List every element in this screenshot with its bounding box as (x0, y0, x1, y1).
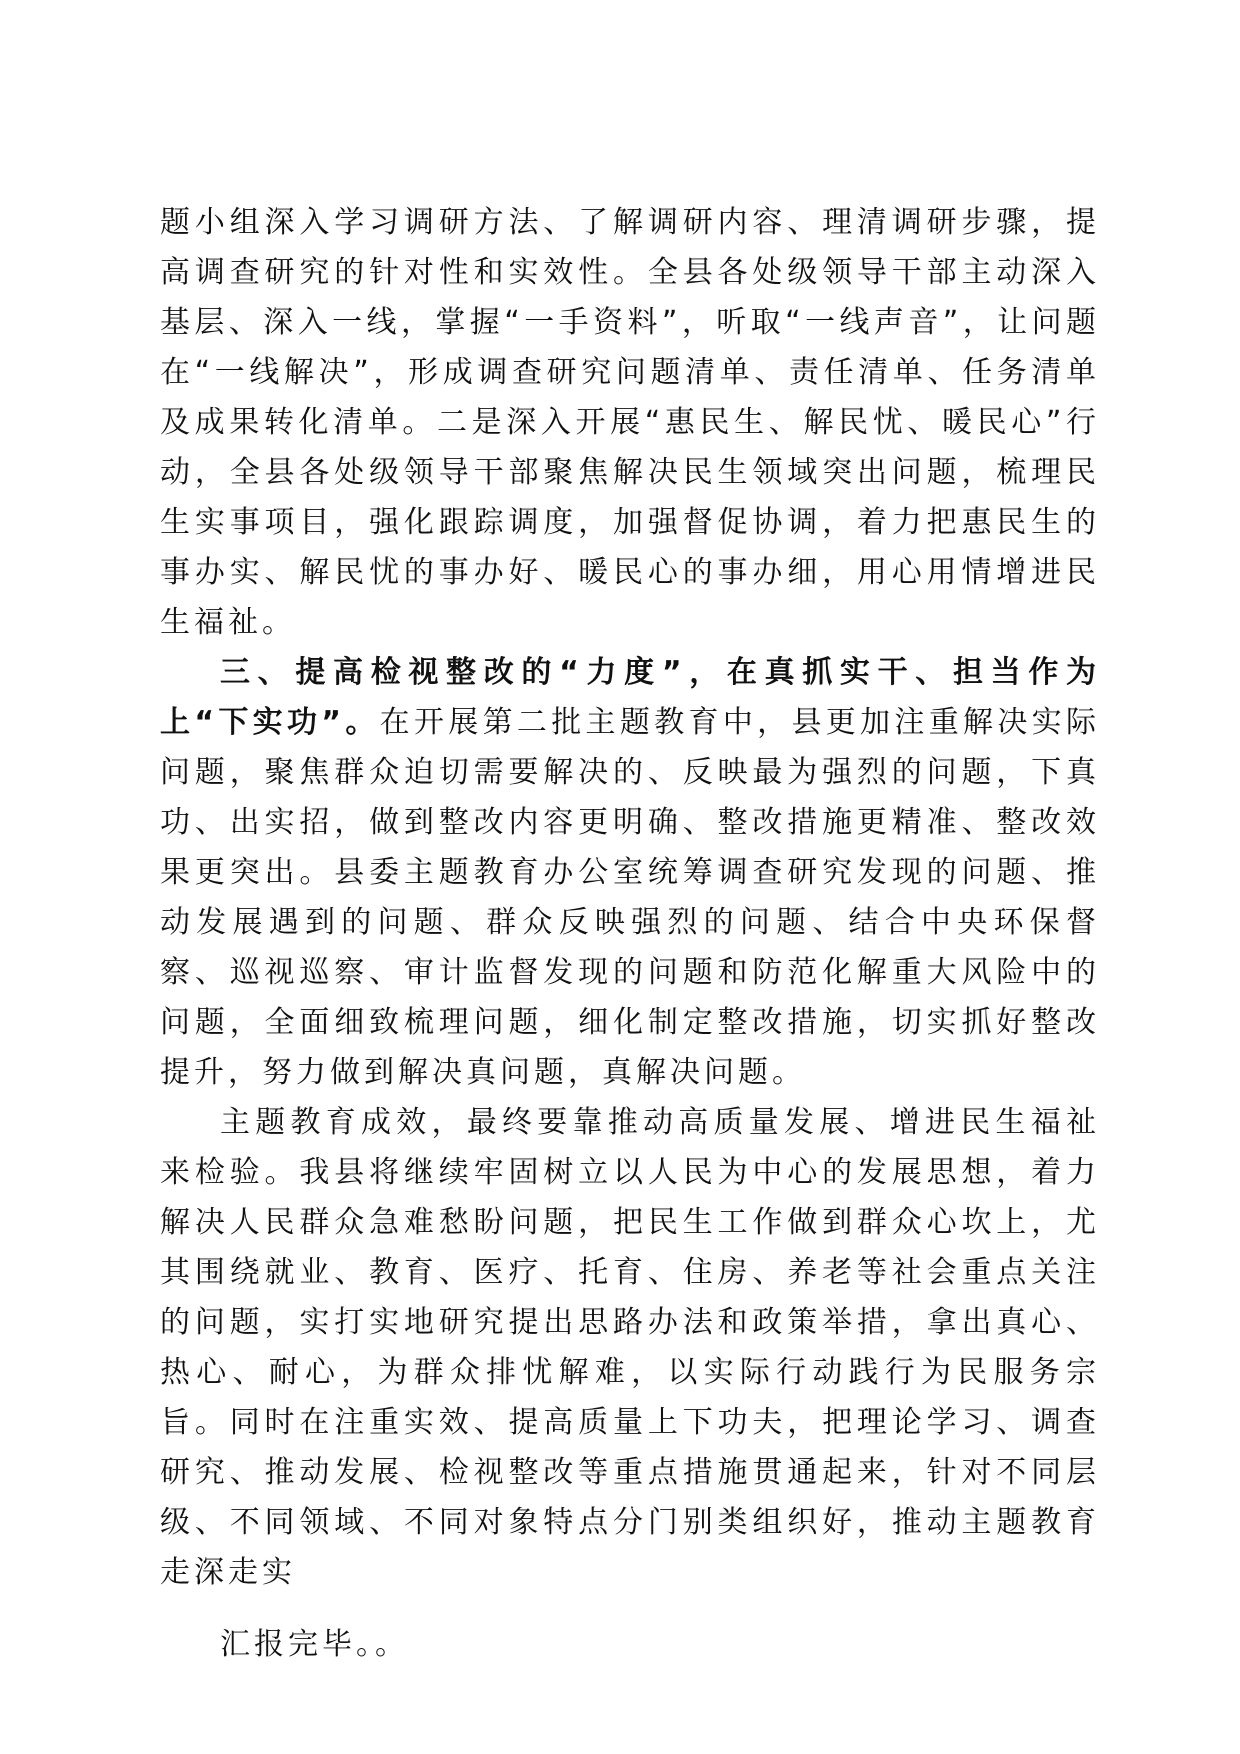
section-heading: 三、提高检视整改的“力度”，在真抓实干、担当作为上“下实功”。 (160, 655, 1100, 740)
document-body (160, 198, 1100, 1670)
paragraph-text: 在开展第二批主题教育中，县更加注重解决实际问题，聚焦群众迫切需要解决的、反映最为强烈的问题，下真功、出实招，做到整改内容更明确、整改措施更精准、整改效果更突出。县委主题教育办公室统筹调查研究发现的问题、推动发展遇到的问题、群众反映强烈的问题、结合中央环保督察、巡视巡察、审计监督发现的问题和防范化解重大风险中的问题，全面细致梳理问题，细化制定整改措施，切实抓好整改提升，努力做到解决真问题，真解决问题。 (160, 705, 1100, 1090)
paragraph-section-three (160, 648, 1100, 1098)
paragraph-continued (160, 198, 1100, 648)
paragraph-conclusion (160, 1098, 1100, 1598)
paragraph-text: 题小组深入学习调研方法、了解调研内容、理清调研步骤，提高调查研究的针对性和实效性。全县各处级领导干部主动深入基层、深入一线，掌握“一手资料”，听取“一线声音”，让问题在“一线解决”，形成调查研究问题清单、责任清单、任务清单及成果转化清单。二是深入开展“惠民生、解民忧、暖民心”行动，全县各处级领导干部聚焦解决民生领域突出问题，梳理民生实事项目，强化跟踪调度，加强督促协调，着力把惠民生的事办实、解民忧的事办好、暖民心的事办细，用心用情增进民生福祉。 (160, 205, 1100, 640)
paragraph-text: 主题教育成效，最终要靠推动高质量发展、增进民生福祉来检验。我县将继续牢固树立以人民为中心的发展思想，着力解决人民群众急难愁盼问题，把民生工作做到群众心坎上，尤其围绕就业、教育、医疗、托育、住房、养老等社会重点关注的问题，实打实地研究提出思路办法和政策举措，拿出真心、热心、耐心，为群众排忧解难，以实际行动践行为民服务宗旨。同时在注重实效、提高质量上下功夫，把理论学习、调查研究、推动发展、检视整改等重点措施贯通起来，针对不同层级、不同领域、不同对象特点分门别类组织好，推动主题教育走深走实 (160, 1105, 1100, 1590)
paragraph-text: 汇报完毕。。 (220, 1627, 409, 1662)
closing-line (160, 1620, 1100, 1670)
